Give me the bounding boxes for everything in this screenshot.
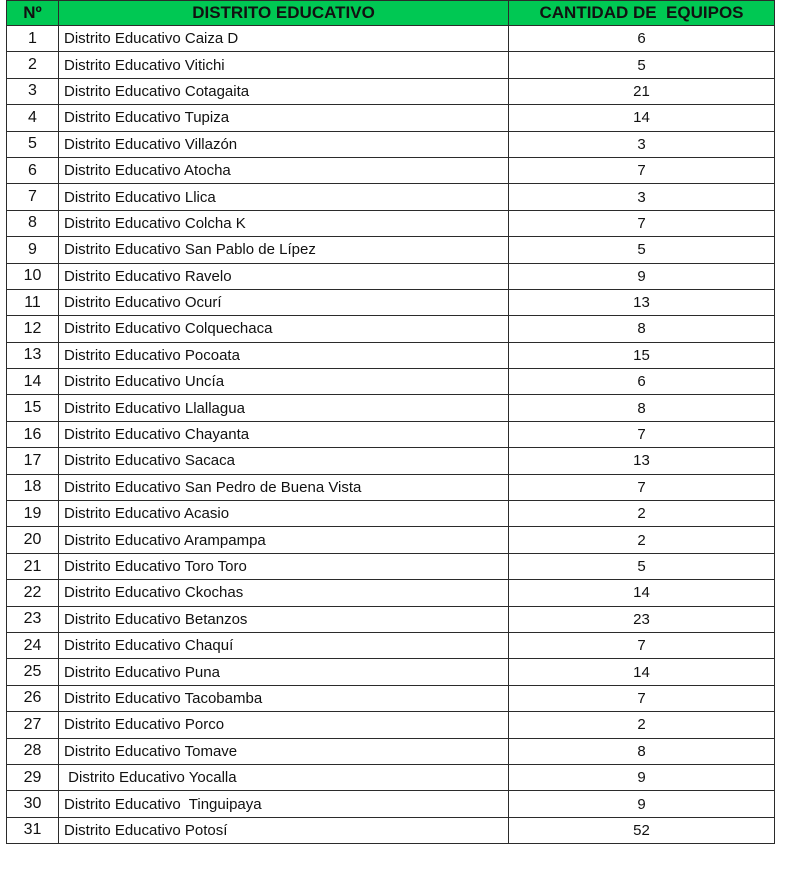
row-cantidad: 9 xyxy=(509,263,775,289)
row-cantidad: 7 xyxy=(509,474,775,500)
row-number: 23 xyxy=(7,606,59,632)
row-number: 20 xyxy=(7,527,59,553)
row-distrito: Distrito Educativo Colcha K xyxy=(59,210,509,236)
row-distrito: Distrito Educativo Ckochas xyxy=(59,580,509,606)
row-cantidad: 5 xyxy=(509,52,775,78)
row-distrito: Distrito Educativo Caiza D xyxy=(59,26,509,52)
row-cantidad: 7 xyxy=(509,157,775,183)
table-row xyxy=(7,26,775,52)
row-cantidad: 23 xyxy=(509,606,775,632)
row-number: 18 xyxy=(7,474,59,500)
row-number: 22 xyxy=(7,580,59,606)
row-distrito: Distrito Educativo Chaquí xyxy=(59,632,509,658)
row-number: 16 xyxy=(7,421,59,447)
row-cantidad: 21 xyxy=(509,78,775,104)
row-cantidad: 52 xyxy=(509,817,775,843)
row-number: 19 xyxy=(7,501,59,527)
row-distrito: Distrito Educativo Tomave xyxy=(59,738,509,764)
table-row xyxy=(7,553,775,579)
row-distrito: Distrito Educativo Colquechaca xyxy=(59,316,509,342)
table-row xyxy=(7,659,775,685)
row-cantidad: 3 xyxy=(509,131,775,157)
row-distrito: Distrito Educativo Betanzos xyxy=(59,606,509,632)
row-number: 28 xyxy=(7,738,59,764)
table-row xyxy=(7,78,775,104)
row-distrito: Distrito Educativo Tupiza xyxy=(59,105,509,131)
row-distrito: Distrito Educativo Chayanta xyxy=(59,421,509,447)
row-cantidad: 14 xyxy=(509,580,775,606)
row-number: 4 xyxy=(7,105,59,131)
row-cantidad: 8 xyxy=(509,395,775,421)
row-number: 10 xyxy=(7,263,59,289)
row-cantidad: 9 xyxy=(509,764,775,790)
row-number: 21 xyxy=(7,553,59,579)
row-cantidad: 8 xyxy=(509,316,775,342)
table-row xyxy=(7,712,775,738)
table-row xyxy=(7,131,775,157)
table-row xyxy=(7,342,775,368)
row-cantidad: 7 xyxy=(509,210,775,236)
row-cantidad: 7 xyxy=(509,632,775,658)
row-cantidad: 2 xyxy=(509,501,775,527)
table-row xyxy=(7,501,775,527)
table-row xyxy=(7,184,775,210)
distritos-table xyxy=(6,0,775,844)
header-row xyxy=(7,1,775,26)
row-distrito: Distrito Educativo Yocalla xyxy=(59,764,509,790)
table-row xyxy=(7,421,775,447)
row-distrito: Distrito Educativo Villazón xyxy=(59,131,509,157)
row-distrito: Distrito Educativo Llica xyxy=(59,184,509,210)
row-number: 30 xyxy=(7,791,59,817)
table-row xyxy=(7,395,775,421)
row-cantidad: 8 xyxy=(509,738,775,764)
table-row xyxy=(7,764,775,790)
row-distrito: Distrito Educativo Pocoata xyxy=(59,342,509,368)
table-row xyxy=(7,606,775,632)
row-number: 6 xyxy=(7,157,59,183)
table-row xyxy=(7,791,775,817)
header-cantidad: CANTIDAD DE EQUIPOS xyxy=(509,1,775,26)
row-cantidad: 14 xyxy=(509,659,775,685)
table-row xyxy=(7,448,775,474)
row-distrito: Distrito Educativo San Pedro de Buena Vista xyxy=(59,474,509,500)
row-distrito: Distrito Educativo Sacaca xyxy=(59,448,509,474)
row-cantidad: 9 xyxy=(509,791,775,817)
row-number: 13 xyxy=(7,342,59,368)
row-distrito: Distrito Educativo Ocurí xyxy=(59,289,509,315)
row-number: 3 xyxy=(7,78,59,104)
row-distrito: Distrito Educativo Potosí xyxy=(59,817,509,843)
row-distrito: Distrito Educativo Llallagua xyxy=(59,395,509,421)
row-cantidad: 14 xyxy=(509,105,775,131)
row-number: 24 xyxy=(7,632,59,658)
table-row xyxy=(7,474,775,500)
row-number: 14 xyxy=(7,369,59,395)
row-number: 12 xyxy=(7,316,59,342)
row-number: 9 xyxy=(7,237,59,263)
row-distrito: Distrito Educativo Vitichi xyxy=(59,52,509,78)
row-number: 7 xyxy=(7,184,59,210)
row-number: 11 xyxy=(7,289,59,315)
row-distrito: Distrito Educativo Porco xyxy=(59,712,509,738)
table-row xyxy=(7,289,775,315)
row-number: 31 xyxy=(7,817,59,843)
row-distrito: Distrito Educativo Uncía xyxy=(59,369,509,395)
row-number: 1 xyxy=(7,26,59,52)
row-number: 25 xyxy=(7,659,59,685)
table-body xyxy=(7,26,775,844)
row-cantidad: 5 xyxy=(509,553,775,579)
row-number: 17 xyxy=(7,448,59,474)
table-row xyxy=(7,527,775,553)
header-numero: Nº xyxy=(7,1,59,26)
row-cantidad: 15 xyxy=(509,342,775,368)
row-distrito: Distrito Educativo San Pablo de Lípez xyxy=(59,237,509,263)
row-cantidad: 6 xyxy=(509,26,775,52)
row-number: 8 xyxy=(7,210,59,236)
row-number: 15 xyxy=(7,395,59,421)
row-distrito: Distrito Educativo Acasio xyxy=(59,501,509,527)
table-row xyxy=(7,369,775,395)
table-row xyxy=(7,632,775,658)
row-cantidad: 13 xyxy=(509,289,775,315)
row-cantidad: 2 xyxy=(509,527,775,553)
row-distrito: Distrito Educativo Tacobamba xyxy=(59,685,509,711)
table-row xyxy=(7,52,775,78)
row-distrito: Distrito Educativo Cotagaita xyxy=(59,78,509,104)
row-distrito: Distrito Educativo Arampampa xyxy=(59,527,509,553)
row-cantidad: 5 xyxy=(509,237,775,263)
row-number: 27 xyxy=(7,712,59,738)
row-number: 26 xyxy=(7,685,59,711)
table-row xyxy=(7,738,775,764)
table-row xyxy=(7,210,775,236)
row-number: 5 xyxy=(7,131,59,157)
table-row xyxy=(7,157,775,183)
table-row xyxy=(7,685,775,711)
row-distrito: Distrito Educativo Tinguipaya xyxy=(59,791,509,817)
row-cantidad: 2 xyxy=(509,712,775,738)
table-row xyxy=(7,263,775,289)
row-distrito: Distrito Educativo Ravelo xyxy=(59,263,509,289)
row-distrito: Distrito Educativo Toro Toro xyxy=(59,553,509,579)
row-cantidad: 6 xyxy=(509,369,775,395)
header-distrito: DISTRITO EDUCATIVO xyxy=(59,1,509,26)
table-row xyxy=(7,316,775,342)
table-row xyxy=(7,580,775,606)
row-number: 29 xyxy=(7,764,59,790)
row-distrito: Distrito Educativo Atocha xyxy=(59,157,509,183)
table-row xyxy=(7,817,775,843)
row-cantidad: 13 xyxy=(509,448,775,474)
row-cantidad: 7 xyxy=(509,685,775,711)
row-cantidad: 3 xyxy=(509,184,775,210)
table-row xyxy=(7,237,775,263)
row-number: 2 xyxy=(7,52,59,78)
row-distrito: Distrito Educativo Puna xyxy=(59,659,509,685)
table-row xyxy=(7,105,775,131)
row-cantidad: 7 xyxy=(509,421,775,447)
